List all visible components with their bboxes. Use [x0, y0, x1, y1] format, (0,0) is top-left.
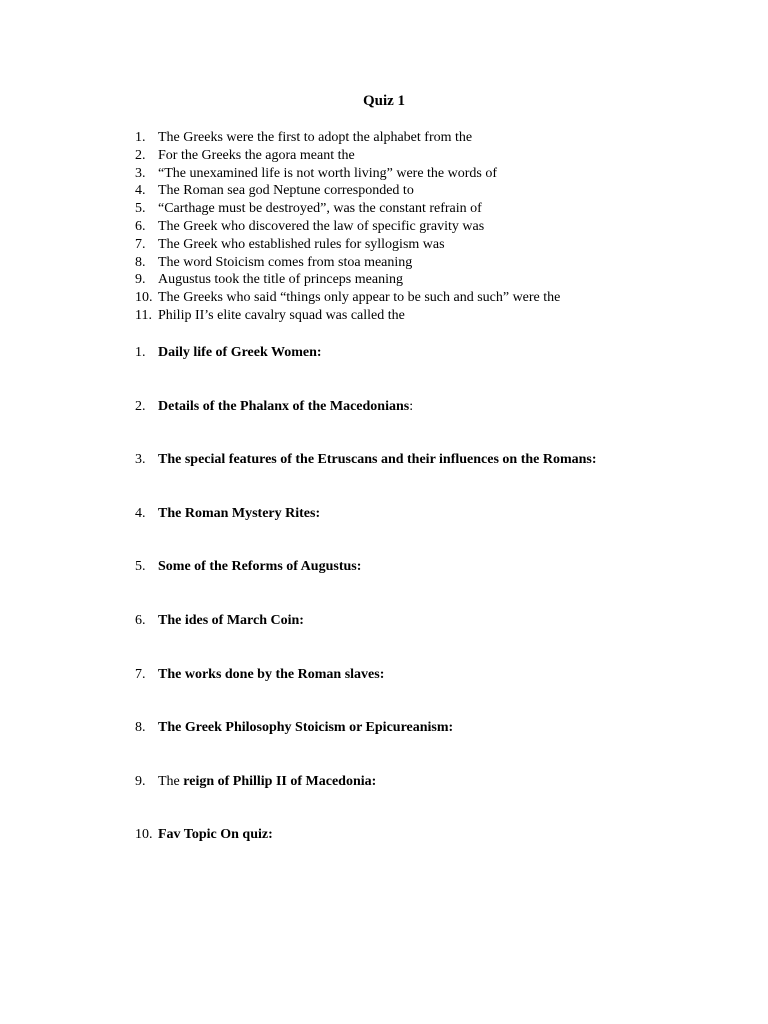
topic-number: 9. [135, 773, 146, 789]
topic-item [0, 773, 768, 827]
question-item [0, 307, 768, 325]
question-text: For the Greeks the agora meant the [158, 147, 355, 163]
question-text: “The unexamined life is not worth living” were the words of [158, 165, 498, 181]
topic-number: 1. [135, 345, 146, 360]
question-item [0, 165, 768, 183]
topic-text-wrapper [158, 398, 413, 416]
question-text: Philip II’s elite cavalry squad was called the [158, 307, 405, 323]
question-number: 9. [135, 272, 146, 288]
topic-number: 8. [135, 720, 146, 736]
topic-text: Some of the Reforms of Augustus: [158, 559, 362, 575]
topic-suffix: : [409, 398, 414, 414]
topic-text: The works done by the Roman slaves: [158, 666, 385, 682]
question-item [0, 200, 768, 218]
question-number: 8. [135, 254, 146, 270]
topic-number: 7. [135, 666, 146, 682]
topic-text: The ides of March Coin: [158, 612, 304, 628]
topic-item [0, 719, 768, 773]
topic-item [0, 344, 768, 398]
topic-item [0, 398, 768, 452]
question-text: Augustus took the title of princeps meaning [158, 272, 403, 288]
topic-text: The special features of the Etruscans and their influences on the Romans: [158, 452, 597, 468]
topic-number: 6. [135, 612, 146, 628]
topic-text: Details of the Phalanx of the Macedonians [158, 398, 410, 414]
question-text: The word Stoicism comes from stoa meaning [158, 254, 413, 270]
question-text: The Greek who discovered the law of specific gravity was [158, 218, 485, 234]
topic-text: The Greek Philosophy Stoicism or Epicureanism: [158, 720, 454, 736]
question-number: 6. [135, 218, 146, 234]
topic-number: 3. [135, 452, 146, 468]
question-number: 1. [135, 130, 146, 145]
question-text: The Greek who established rules for syllogism was [158, 236, 445, 252]
topic-number: 2. [135, 398, 146, 414]
question-number: 4. [135, 183, 146, 199]
question-item [0, 218, 768, 236]
question-item [0, 271, 768, 289]
question-text: The Roman sea god Neptune corresponded to [158, 183, 414, 199]
topic-text: Fav Topic On quiz: [158, 827, 273, 843]
topic-text: Daily life of Greek Women: [158, 345, 322, 360]
topic-item [0, 666, 768, 720]
topic-prefix: The [158, 773, 184, 789]
question-item [0, 182, 768, 200]
question-item [0, 147, 768, 165]
question-text: “Carthage must be destroyed”, was the constant refrain of [158, 201, 482, 217]
topic-number: 4. [135, 505, 146, 521]
topic-item [0, 505, 768, 559]
topic-text: The Roman Mystery Rites: [158, 505, 321, 521]
question-item [0, 129, 768, 147]
question-number: 10. [135, 290, 153, 306]
topic-number: 5. [135, 559, 146, 575]
topic-text: reign of Phillip II of Macedonia: [183, 773, 377, 789]
question-list [0, 129, 768, 325]
topic-list [0, 344, 768, 880]
question-text: The Greeks who said “things only appear to be such and such” were the [158, 290, 561, 306]
topic-item [0, 826, 768, 880]
question-number: 7. [135, 236, 146, 252]
topic-item [0, 612, 768, 666]
topic-item [0, 558, 768, 612]
topic-number: 10. [135, 827, 153, 843]
question-item [0, 289, 768, 307]
topic-text-wrapper [158, 773, 376, 791]
quiz-title: Quiz 1 [362, 93, 406, 109]
question-number: 5. [135, 201, 146, 217]
question-number: 2. [135, 147, 146, 163]
question-number: 3. [135, 165, 146, 181]
topic-item [0, 451, 768, 505]
question-text: The Greeks were the first to adopt the alphabet from the [158, 130, 473, 145]
question-number: 11. [135, 307, 152, 323]
question-item [0, 254, 768, 272]
question-item [0, 236, 768, 254]
